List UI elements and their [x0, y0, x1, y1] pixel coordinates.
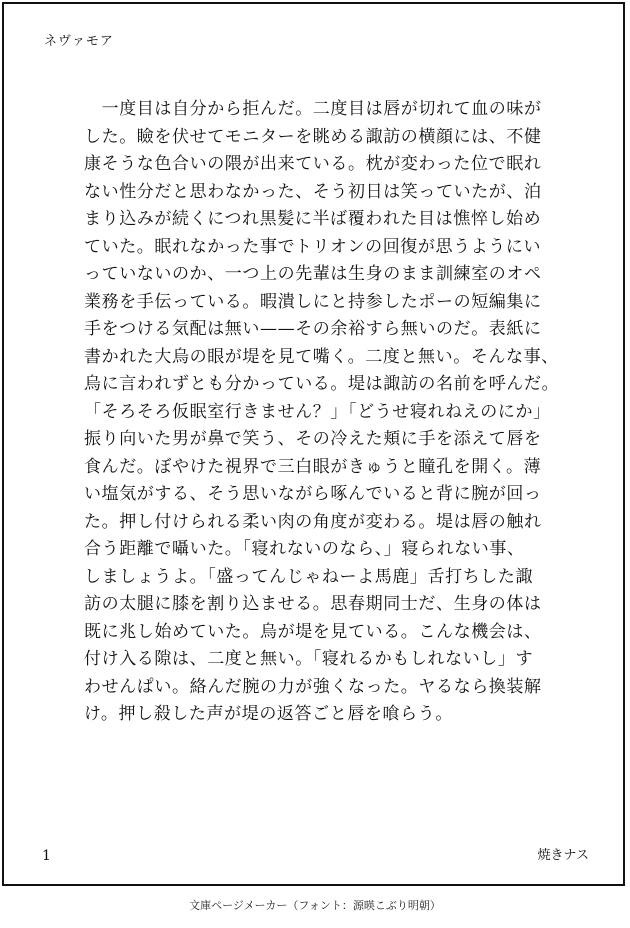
body-line: 合う距離で囁いた。「寝れないのなら、」寝られない事、	[84, 539, 525, 559]
body-line: い塩気がする、そう思いながら啄んでいると背に腕が回っ	[84, 484, 542, 504]
body-line: 康そうな色合いの隈が出来ている。枕が変わった位で眠れ	[84, 154, 542, 174]
author-name: 焼きナス	[537, 848, 589, 863]
page-number: 1	[42, 848, 51, 864]
body-line: 振り向いた男が鼻で笑う、その冷えた頬に手を添えて唇を	[84, 429, 542, 449]
body-line: しましょうよ。「盛ってんじゃねーよ馬鹿」舌打ちした諏	[84, 566, 534, 587]
body-line: 訪の太腿に膝を割り込ませる。思春期同士だ、生身の体は	[84, 594, 542, 614]
body-line: 既に兆し始めていた。烏が堤を見ている。こんな機会は、	[84, 621, 542, 642]
body-line: 書かれた大烏の眼が堤を見て嘴く。二度と無い。そんな事、	[84, 346, 559, 367]
body-line: 手をつける気配は無い——その余裕すら無いのだ。表紙に	[84, 319, 542, 339]
body-line: 業務を手伝っている。暇潰しにと持参したポーの短編集に	[84, 291, 542, 312]
running-header-title: ネヴァモア	[44, 34, 114, 49]
body-line: した。瞼を伏せてモニターを眺める諏訪の横顔には、不健	[84, 126, 542, 147]
body-line: まり込みが続くにつれ黒髪に半ば覆われた目は憔悴し始め	[84, 209, 542, 229]
body-line: 一度目は自分から拒んだ。二度目は唇が切れて血の味が	[84, 99, 542, 119]
body-line: 烏に言われずとも分かっている。堤は諏訪の名前を呼んだ。	[84, 374, 560, 394]
body-line: ない性分だと思わなかった、そう初日は笑っていたが、泊	[84, 181, 542, 202]
body-line: 付け入る隙は、二度と無い。「寝れるかもしれないし」す	[84, 649, 534, 669]
body-line: け。押し殺した声が堤の返答ごと唇を喰らう。	[84, 704, 453, 724]
body-line: た。押し付けられる柔い肉の角度が変わる。堤は唇の触れ	[84, 511, 542, 532]
body-line: わせんぱい。絡んだ腕の力が強くなった。ヤるなら換装解	[84, 676, 542, 697]
book-page	[2, 2, 625, 886]
body-line: 食んだ。ぼやけた視界で三白眼がきゅうと瞳孔を開く。薄	[84, 456, 542, 477]
footer-credit: 文庫ページメーカー（フォント：源暎こぶり明朝）	[189, 899, 441, 912]
body-line: 「そろそろ仮眠室行きません？」「どうせ寝れねえのにか」	[84, 401, 551, 422]
body-line: ていた。眠れなかった事でトリオンの回復が思うようにい	[84, 236, 542, 257]
body-text	[84, 96, 564, 729]
body-line: っていないのか、一つ上の先輩は生身のまま訓練室のオペ	[84, 264, 542, 284]
